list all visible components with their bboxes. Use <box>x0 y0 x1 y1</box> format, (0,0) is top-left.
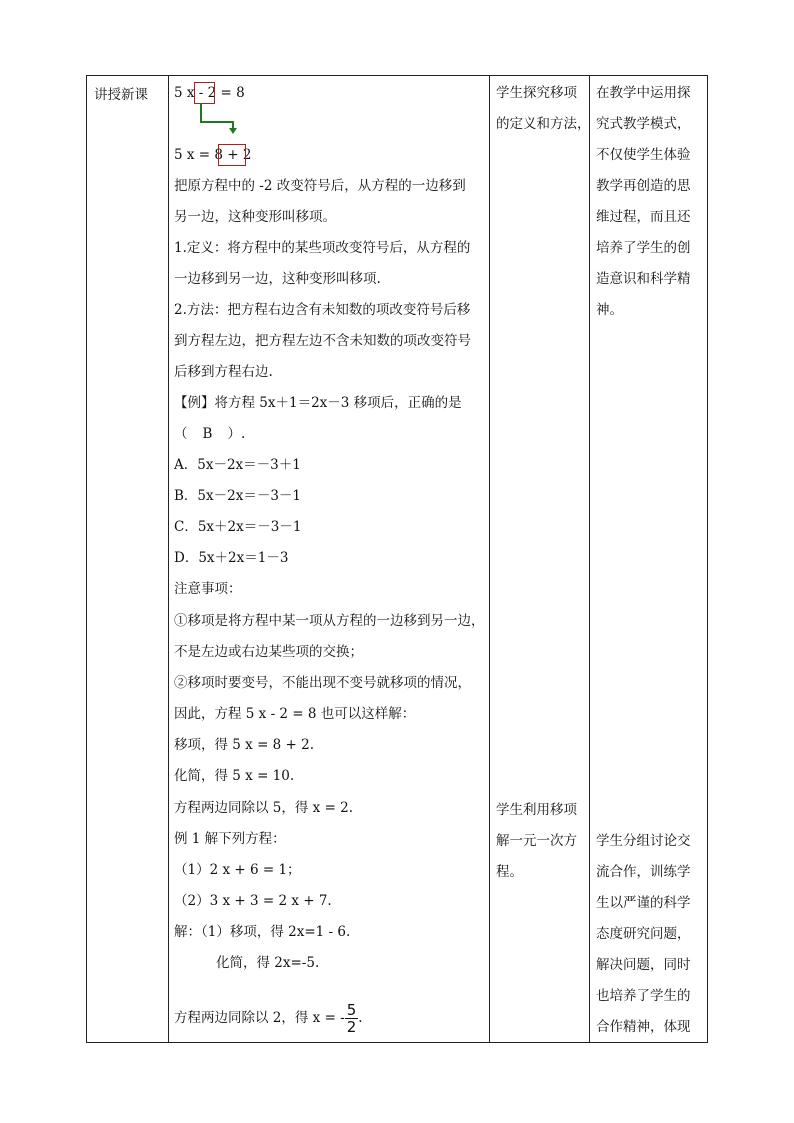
intent-line: 教学再创造的思 <box>596 178 691 194</box>
activity-line: 学生探究移项 <box>496 85 577 101</box>
note-line: ②移项时要变号，不能出现不变号就移项的情况， <box>174 675 471 691</box>
transpose-arrow-stem <box>200 103 202 122</box>
solution-line: 解：（1）移项，得 2x=1 - 6. <box>174 924 351 940</box>
example-answer <box>174 424 245 444</box>
intent-line: 态度研究问题， <box>596 926 691 942</box>
answer-value: B <box>202 426 213 442</box>
intent-line: 学生分组讨论交 <box>596 833 691 849</box>
note-line: 因此，方程 5 x - 2 = 8 也可以这样解： <box>174 706 416 722</box>
intent-line: 在教学中运用探 <box>596 85 691 101</box>
activity-line: 的定义和方法， <box>496 116 591 132</box>
fraction-denominator: 2 <box>346 1018 357 1036</box>
solution-step: 方程两边同除以 5，得 x = 2. <box>174 800 354 816</box>
exercise-item: （1）2 x + 6 = 1； <box>174 862 301 878</box>
example-question: 【例】将方程 5x＋1＝2x－3 移项后，正确的是 <box>174 395 462 411</box>
fraction-suffix: . <box>358 1010 363 1026</box>
solution-line: 化简，得 2x=-5. <box>216 955 320 971</box>
intent-line: 也培养了学生的 <box>596 988 691 1004</box>
note-line: ①移项是将方程中某一项从方程的一边移到另一边， <box>174 613 485 629</box>
exercise-heading: 例 1 解下列方程： <box>174 831 286 847</box>
exercise-item: （2）3 x + 3 = 2 x + 7. <box>174 893 332 909</box>
arrow-head-icon <box>229 128 237 134</box>
choice-d: D．5x＋2x＝1－3 <box>174 550 289 566</box>
table-bottom-border <box>86 1042 708 1043</box>
solution-line-fraction <box>174 1002 363 1035</box>
text-line: 把原方程中的 -2 改变符号后，从方程的一边移到 <box>174 178 466 194</box>
notes-heading: 注意事项： <box>174 581 242 597</box>
equation-transposed: 5 x = 8 + 2 <box>174 147 252 163</box>
equation-original: 5 x - 2 = 8 <box>174 85 245 101</box>
transpose-arrow-bar <box>200 121 234 123</box>
activity-line: 解一元一次方 <box>496 833 577 849</box>
fraction-numerator: 5 <box>346 1001 357 1019</box>
answer-open: （ <box>174 426 188 442</box>
fraction-prefix: 方程两边同除以 2，得 x = - <box>174 1010 345 1026</box>
term-box-plus-two <box>218 144 246 166</box>
intent-line: 造意识和科学精 <box>596 271 691 287</box>
solution-step: 移项，得 5 x = 8 + 2. <box>174 737 315 753</box>
text-line: 另一边，这种变形叫移项。 <box>174 209 336 225</box>
table-border-right <box>707 75 708 1043</box>
table-border-left <box>86 75 87 1043</box>
table-top-border <box>86 75 708 76</box>
activity-line: 程。 <box>496 864 523 880</box>
definition-line: 一边移到另一边，这种变形叫移项. <box>174 271 381 287</box>
method-line: 后移到方程右边. <box>174 364 273 380</box>
intent-line: 神。 <box>596 302 623 318</box>
answer-close: ）. <box>227 426 246 442</box>
activity-line: 学生利用移项 <box>496 802 577 818</box>
intent-line: 培养了学生的创 <box>596 240 691 256</box>
table-divider-1 <box>168 75 169 1043</box>
intent-line: 不仅使学生体验 <box>596 147 691 163</box>
intent-line: 究式教学模式， <box>596 116 691 132</box>
intent-line: 生以严谨的科学 <box>596 895 691 911</box>
definition-line: 1.定义：将方程中的某些项改变符号后，从方程的 <box>174 240 471 256</box>
intent-line: 流合作，训练学 <box>596 864 691 880</box>
fraction <box>345 1002 359 1035</box>
term-box-minus-two <box>194 82 215 104</box>
section-label: 讲授新课 <box>94 87 148 103</box>
choice-c: C．5x＋2x＝－3－1 <box>174 519 302 535</box>
intent-line: 解决问题，同时 <box>596 957 691 973</box>
choice-b: B．5x－2x＝－3－1 <box>174 488 302 504</box>
choice-a: A．5x－2x＝－3＋1 <box>174 457 301 473</box>
table-divider-3 <box>589 75 590 1043</box>
intent-line: 维过程，而且还 <box>596 209 691 225</box>
table-divider-2 <box>489 75 490 1043</box>
method-line: 2.方法：把方程右边含有未知数的项改变符号后移 <box>174 302 471 318</box>
intent-line: 合作精神，体现 <box>596 1019 691 1035</box>
solution-step: 化简，得 5 x = 10. <box>174 768 295 784</box>
method-line: 到方程左边，把方程左边不含未知数的项改变符号 <box>174 333 471 349</box>
note-line: 不是左边或右边某些项的交换； <box>174 644 363 660</box>
